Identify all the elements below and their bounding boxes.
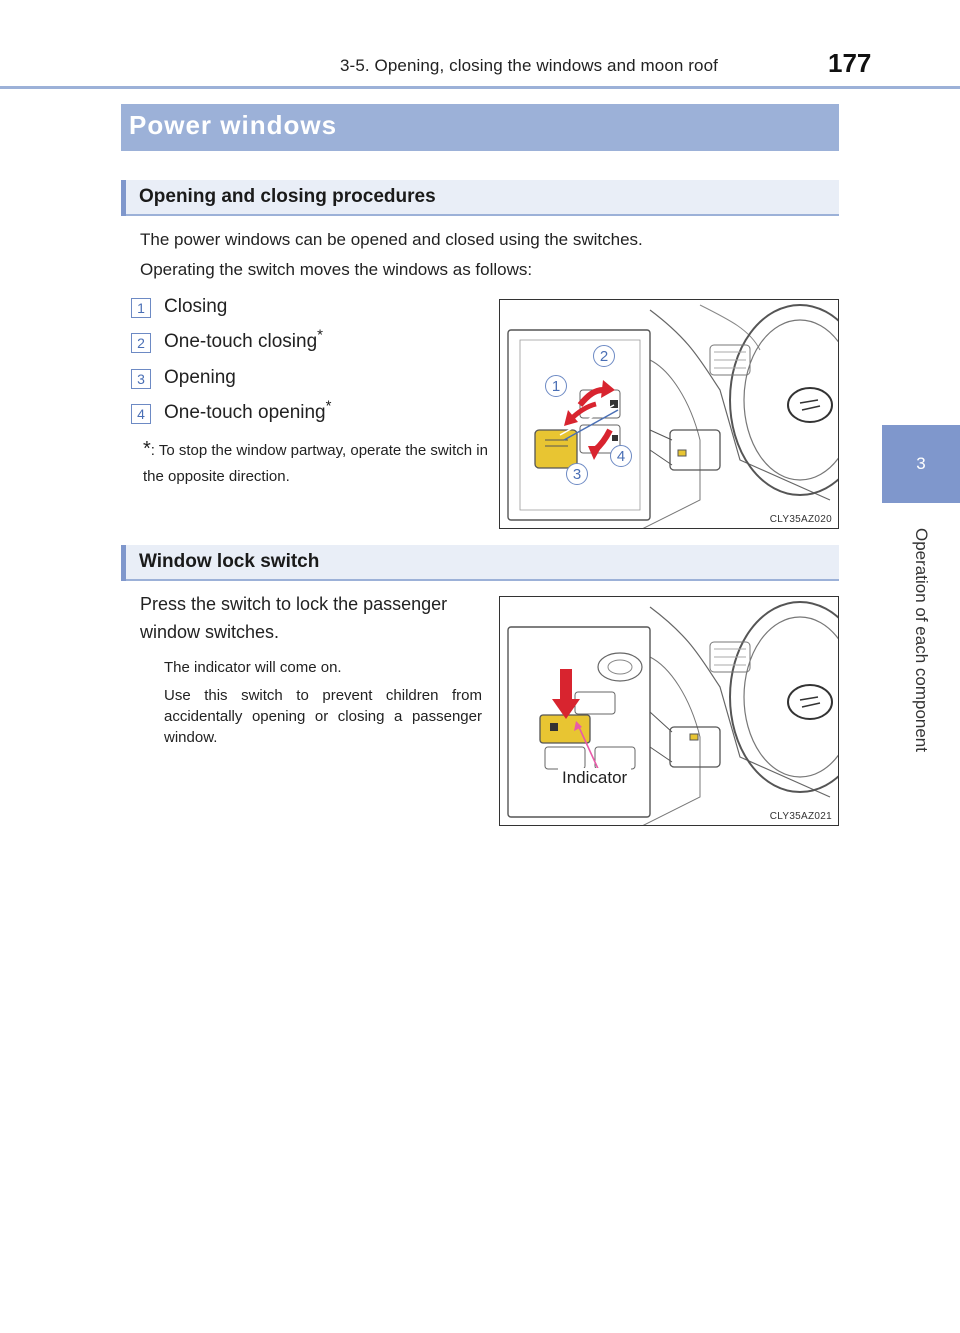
- lock-text-2: window switches.: [140, 622, 280, 642]
- item-label-one-touch-closing: One-touch closing*: [164, 326, 323, 352]
- item-number-2: 2: [131, 333, 151, 353]
- chapter-number: 3: [916, 454, 926, 473]
- footnote: *: To stop the window partway, operate the switch in the opposite direction.: [143, 438, 488, 485]
- section-heading-text: Window lock switch: [139, 551, 320, 572]
- chapter-title: Operation of each component: [912, 528, 931, 752]
- lock-note-1: The indicator will come on.: [164, 659, 342, 676]
- lock-note-2: Use this switch to prevent children from accidentally opening or closing a passenger window.: [164, 687, 482, 746]
- item-number-1: 1: [131, 298, 151, 318]
- indicator-label: Indicator: [558, 768, 631, 788]
- chapter-tab: [882, 425, 960, 503]
- item-label-opening: Opening: [164, 367, 236, 388]
- item-label-closing: Closing: [164, 296, 228, 317]
- header-rule: [0, 86, 960, 89]
- intro-text-2: Operating the switch moves the windows as follows:: [140, 260, 533, 279]
- page-title-bar: [121, 104, 839, 151]
- intro-text-1: The power windows can be opened and closed using the switches.: [140, 230, 643, 249]
- figure-code: CLY35AZ021: [769, 811, 832, 822]
- page-number: 177: [828, 48, 872, 78]
- section-heading-opening: [121, 180, 839, 216]
- figure-window-switch: [499, 299, 839, 529]
- running-header: 3-5. Opening, closing the windows and moon roof: [340, 56, 718, 75]
- figure-callout-1: 1: [545, 375, 567, 397]
- figure-callout-3: 3: [566, 463, 588, 485]
- figure-window-lock: [499, 596, 839, 826]
- figure-window-lock-drawing: [500, 597, 839, 826]
- figure-code: CLY35AZ020: [769, 514, 832, 525]
- lock-text-1: Press the switch to lock the passenger: [140, 594, 448, 614]
- item-label-one-touch-opening: One-touch opening*: [164, 397, 332, 423]
- figure-callout-4: 4: [610, 445, 632, 467]
- section-heading-text: Opening and closing procedures: [139, 186, 436, 207]
- item-number-4: 4: [131, 404, 151, 424]
- page-title: Power windows: [129, 110, 338, 140]
- item-number-3: 3: [131, 369, 151, 389]
- figure-window-switch-drawing: [500, 300, 839, 529]
- section-heading-lock: [121, 545, 839, 581]
- figure-callout-2: 2: [593, 345, 615, 367]
